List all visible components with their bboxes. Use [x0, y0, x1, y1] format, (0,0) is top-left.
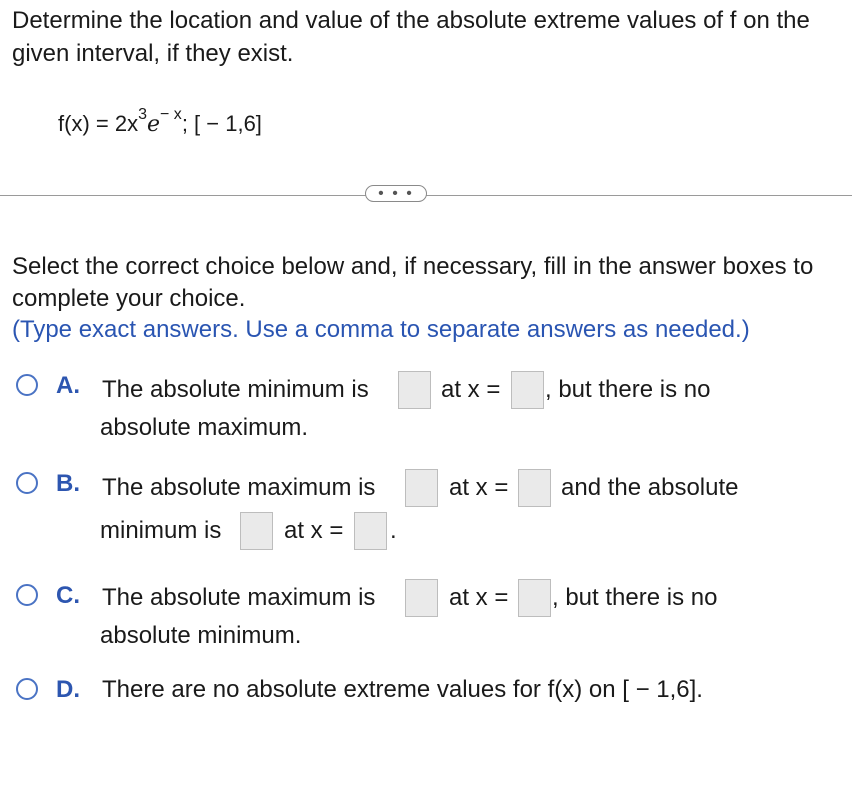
choice-a-min-value-input[interactable]	[398, 371, 431, 409]
choice-a-radio[interactable]	[16, 374, 38, 396]
formula-exponent: 3	[138, 106, 147, 123]
choice-a-text-line2: absolute maximum.	[100, 414, 309, 441]
choice-a-x-input[interactable]	[511, 371, 544, 409]
choice-c-max-value-input[interactable]	[405, 579, 438, 617]
formula-interval: ; [ − 1,6]	[181, 111, 262, 136]
choice-b-max-value-input[interactable]	[405, 469, 438, 507]
choice-b-text: The absolute maximum is	[102, 474, 376, 501]
formula-lhs: f(x) = 2x	[58, 111, 139, 136]
choice-b-at-x-label: at x =	[449, 474, 509, 501]
choice-c-text: The absolute maximum is	[102, 584, 376, 611]
instruction-text: Select the correct choice below and, if necessary, fill in the answer boxes to complete your choice.	[12, 253, 814, 312]
choice-b-max-x-input[interactable]	[518, 469, 551, 507]
choice-b-period: .	[390, 517, 397, 544]
function-formula	[58, 106, 262, 137]
choice-c-radio[interactable]	[16, 584, 38, 606]
instruction-hint: (Type exact answers. Use a comma to separate answers as needed.)	[12, 316, 750, 343]
choice-b-radio[interactable]	[16, 472, 38, 494]
choice-c-letter: C.	[56, 582, 80, 609]
expand-more-button[interactable]: • • •	[365, 185, 427, 202]
choice-b-text-line2: minimum is	[100, 517, 222, 544]
choice-b-at-x2-label: at x =	[284, 517, 344, 544]
choice-c-at-x-label: at x =	[449, 584, 509, 611]
choice-d-text: There are no absolute extreme values for f(x) on [ − 1,6].	[102, 676, 703, 703]
choice-a-text-cont: , but there is no	[545, 376, 711, 403]
choice-b-text-cont: and the absolute	[561, 474, 739, 501]
formula-e: e	[146, 112, 161, 137]
choice-d-radio[interactable]	[16, 678, 38, 700]
formula-e-exponent: − x	[160, 106, 182, 123]
choice-a-letter: A.	[56, 372, 80, 399]
choice-b-letter: B.	[56, 470, 80, 497]
choice-b-min-value-input[interactable]	[240, 512, 273, 550]
choice-c-text-cont: , but there is no	[552, 584, 718, 611]
question-text: Determine the location and value of the absolute extreme values of f on the given interval, if they exist.	[12, 7, 810, 67]
choice-c-text-line2: absolute minimum.	[100, 622, 302, 649]
choice-a-text: The absolute minimum is	[102, 376, 369, 403]
choice-d-letter: D.	[56, 676, 80, 703]
choice-c-x-input[interactable]	[518, 579, 551, 617]
choice-a-at-x-label: at x =	[441, 376, 501, 403]
choice-b-min-x-input[interactable]	[354, 512, 387, 550]
